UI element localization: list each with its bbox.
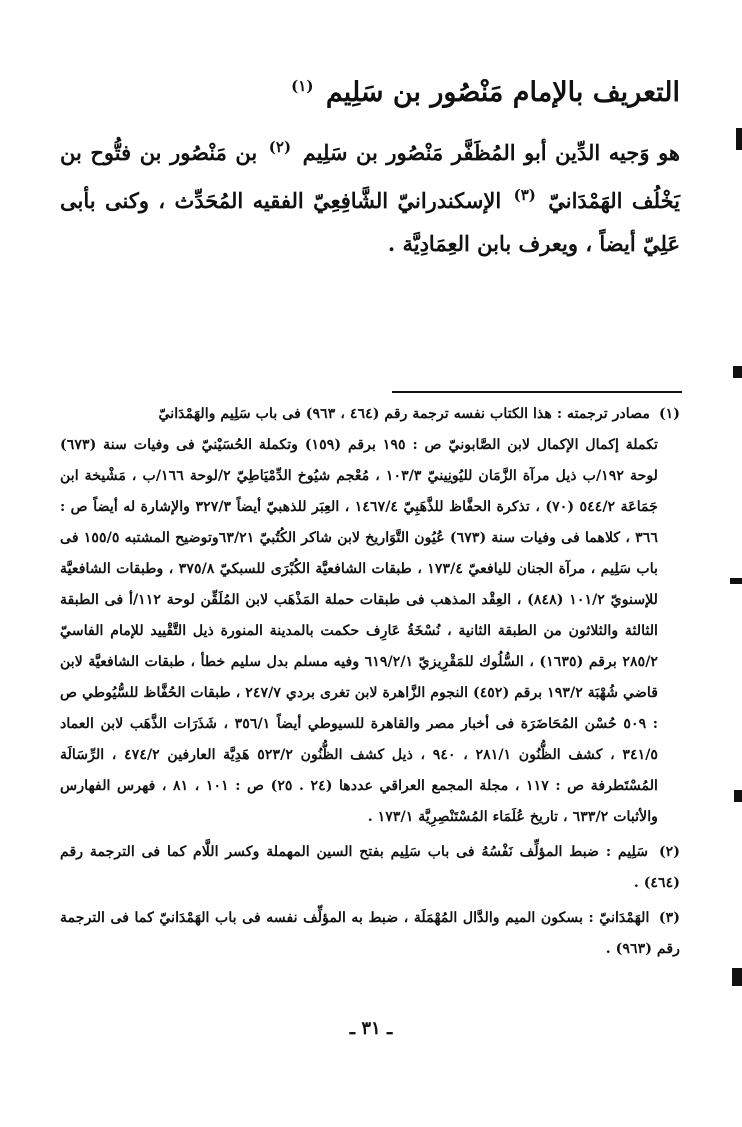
- footnote-3-text: الهَمْدَانيّ : بسكون الميم والدَّال المُهْمَلَة ، ضبط به المؤلِّف نفسه فى باب الهَمْدَانيّ كما فى الترجمة رقم (٩٦٣) .: [60, 910, 680, 957]
- footnote-2-number: (٢): [658, 844, 680, 860]
- body-part-3: الإسكندرانيّ الشَّافِعِيّ الفقيه المُحَدِّث ، وكنى بأبى عَلِيّ أيضاً ، ويعرف بابن العِمَادِيَّة .: [60, 188, 680, 256]
- footnotes-section: [60, 399, 680, 965]
- footnote-1-intro: مصادر ترجمته : هذا الكتاب نفسه ترجمة رقم (٤٦٤ ، ٩٦٣) فى باب سَلِيم والهَمْدَانيّ: [158, 406, 650, 422]
- footnote-ref-3: (٣): [513, 186, 536, 204]
- page-number: ـ ٣١ ـ: [349, 1018, 393, 1039]
- scan-edge-mark-5: [732, 968, 742, 986]
- footnote-1: [60, 399, 680, 430]
- footnote-3-number: (٣): [658, 910, 680, 926]
- footnote-2: [60, 837, 680, 899]
- title-text: التعريف بالإمام مَنْصُور بن سَلِيم: [325, 77, 680, 108]
- page-title: [60, 66, 680, 113]
- footnote-3: [60, 903, 680, 965]
- scan-edge-mark-4: [734, 790, 742, 802]
- footnote-ref-2: (٢): [268, 138, 292, 156]
- footnote-separator: [392, 391, 682, 393]
- footnote-1-sources: تكملة إكمال الإكمال لابن الصَّابونيّ ص : ١٩٥ برقم (١٥٩) وتكملة الحُسَيْنيّ فى وفيات سنة (٦٧٣) لوحة ١٩٢/ب ذيل مرآة الزَّمَان لليُونِينيّ ١٠٣/٣ ، مُعْجم شيُوخ الدِّمْيَاطِيّ ٢/لوحة ١٦٦/ب ، مَشْيخة ابن جَمَاعَة ٥٤٤/٢ (٧٠) ، تذكرة الحفَّاظ للذَّهَبِيّ ١٤٦٧/٤ ، العِبَر للذهبيّ أيضاً ٣٢٧/٣ والإشارة له أيضاً ص : ٣٦٦ ، كلاهما فى وفيات سنة (٦٧٣) عُيُون التَّوَاريخ لابن شاكر الكُتُبيّ ٦٣/٢١وتوضيح المشتبه ١٥٥/٥ فى باب سَلِيم ، مرآة الجنان لليافعيّ ١٧٣/٤ ، طبقات الشافعيَّة الكُبْرَى للسبكيّ ٣٧٥/٨ ، وطبقات الشافعيَّة للإسنويّ ١٠١/٢ (٨٤٨) ، العِقْد المذهب فى طبقات حملة المَذْهَب لابن المُلَقِّن لوحة ١١٢/أ فى الطبقة الثالثة والثلاثون من الطبقة الثانية ، نُسْخَةُ عَارِف حكمت بالمدينة المنورة ذيل التَّقْييد للإمام الفاسيّ ٢٨٥/٢ برقم (١٦٣٥) ، السُّلُوك للمَقْرِيزيّ ٦١٩/٢/١ وفيه مسلم بدل سليم خطأ ، طبقات الشافعيَّة لابن قاضي شُهْبَة ١٩٣/٢ برقم (٤٥٢) النجوم الزَّاهرة لابن تغرى بردي ٢٤٧/٧ ، طبقات الحُفَّاظ للسُّيُوطي ص : ٥٠٩ حُسْن المُحَاضَرَة فى أخبار مصر والقاهرة للسيوطي أيضاً ٣٥٦/١ ، شَذَرَات الذَّهَب لابن العماد ٣٤١/٥ ، كشف الظُّنُون ٢٨١/١ ، ٩٤٠ ، ذيل كشف الظُّنُون ٥٢٣/٢ هَدِيَّة العارفين ٤٧٤/٢ ، الرِّسَالَة المُسْتَطرفة ص : ١١٧ ، مجلة المجمع العراقي عددها (٢٤ . ٢٥) ص : ١٠١ ، ٨١ ، فهرس الفهارس والأثبات ٦٣٣/٢ ، تاريخ عُلَمَاء المُسْتَنْصِرِيَّة ١٧٣/١ .: [59, 437, 658, 825]
- body-part-1: هو وَجيه الدِّين أبو المُظَفَّر مَنْصُور بن سَلِيم: [302, 140, 680, 165]
- main-paragraph: [60, 126, 680, 265]
- footnote-2-text: سَلِيم : ضبط المؤلِّف نَفْسُهُ فى باب سَلِيم بفتح السين المهملة وكسر اللَّام كما فى الترجمة رقم (٤٦٤) .: [60, 844, 680, 891]
- title-footnote-ref: (١): [291, 77, 314, 95]
- footnote-1-number: (١): [658, 406, 680, 422]
- scan-edge-mark-3: [730, 578, 742, 584]
- body-part-2: بن مَنْصُور بن فتُّوح بن يَخْلُف الهَمْدَانيّ: [60, 140, 680, 213]
- scan-edge-mark-2: [733, 366, 742, 378]
- scan-edge-mark-1: [736, 128, 742, 150]
